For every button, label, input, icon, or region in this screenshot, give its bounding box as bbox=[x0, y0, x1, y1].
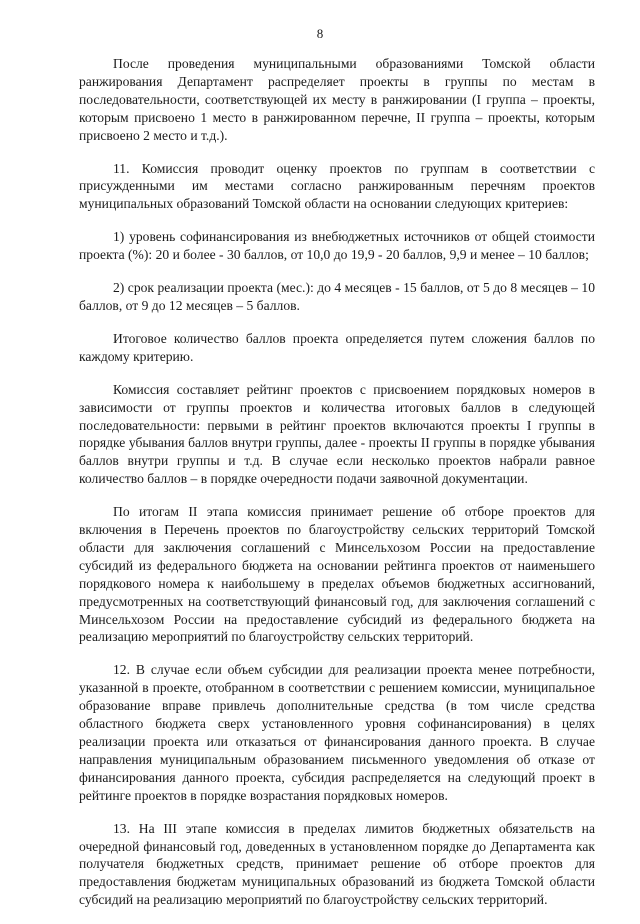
paragraph-item-12: 12. В случае если объем субсидии для реализации проекта менее потребности, указанной в проекте, отобранном в соответствии с решением комиссии, муниципальное образование вправе привлечь дополнительные средства (в том числе средства областного бюджета сверх установленного уровня софинансирования) в целях реализации проекта или отказаться от финансирования данного проекта. В случае направления муниципальным образованием письменного уведомления об отказе от финансирования данного проекта, субсидия распределяется на следующий проект в рейтинге проектов в порядке возрастания порядковых номеров. bbox=[79, 662, 595, 803]
paragraph-total-score: Итоговое количество баллов проекта определяется путем сложения баллов по каждому критерию. bbox=[79, 330, 595, 364]
paragraph-stage-2-decision: По итогам II этапа комиссия принимает решение об отборе проектов для включения в Перечень проектов по благоустройству сельских территорий Томской области для заключения соглашений с Минсельхозом России на предоставление субсидий из федерального бюджета на основании рейтинга проектов от наименьшего порядкового номера к наибольшему в пределах объемов бюджетных ассигнований, предусмотренных на соответствующий финансовый год, для заключения соглашений с Минсельхозом России на предоставление субсидий из федерального бюджета на реализацию мероприятий по благоустройству сельских территорий. bbox=[79, 504, 595, 645]
document-body bbox=[79, 55, 595, 924]
paragraph-rating: Комиссия составляет рейтинг проектов с присвоением порядковых номеров в зависимости от группы проектов и количества итоговых баллов в следующей последовательности: первыми в рейтинг проектов включаются проекты I группы в порядке убывания баллов внутри группы, далее - проекты II группы в порядке убывания баллов внутри группы и т.д. В случае если несколько проектов набрали равное количество баллов – в порядке очередности подачи заявочной документации. bbox=[79, 381, 595, 487]
paragraph-criterion-1: 1) уровень софинансирования из внебюджетных источников от общей стоимости проекта (%): 20 и более - 30 баллов, от 10,0 до 19,9 - 20 баллов, 9,9 и менее – 10 баллов; bbox=[79, 229, 595, 263]
paragraph-ranking-groups: После проведения муниципальными образованиями Томской области ранжирования Департамент распределяет проекты в группы по местам в последовательности, соответствующей их месту в ранжировании (I группа – проекты, которым присвоено 1 место в ранжированном перечне, II группа – проекты, которым присвоено 2 место и т.д.). bbox=[79, 56, 595, 143]
paragraph-criterion-2: 2) срок реализации проекта (мес.): до 4 месяцев - 15 баллов, от 5 до 8 месяцев – 10 баллов, от 9 до 12 месяцев – 5 баллов. bbox=[79, 280, 595, 313]
paragraph-item-13: 13. На III этапе комиссия в пределах лимитов бюджетных обязательств на очередной финансовый год, доведенных в установленном порядке до Департамента как получателя бюджетных средств, принимает решение об отборе проектов для предоставления бюджетам муниципальных образований из бюджета Томской области субсидий на реализацию мероприятий по благоустройству сельских территорий. bbox=[79, 820, 595, 908]
paragraph-item-11: 11. Комиссия проводит оценку проектов по группам в соответствии с присужденными им местами согласно ранжированным перечням проектов муниципальных образований Томской области на основании следующих критериев: bbox=[79, 160, 595, 212]
page-number: 8 bbox=[316, 26, 324, 41]
